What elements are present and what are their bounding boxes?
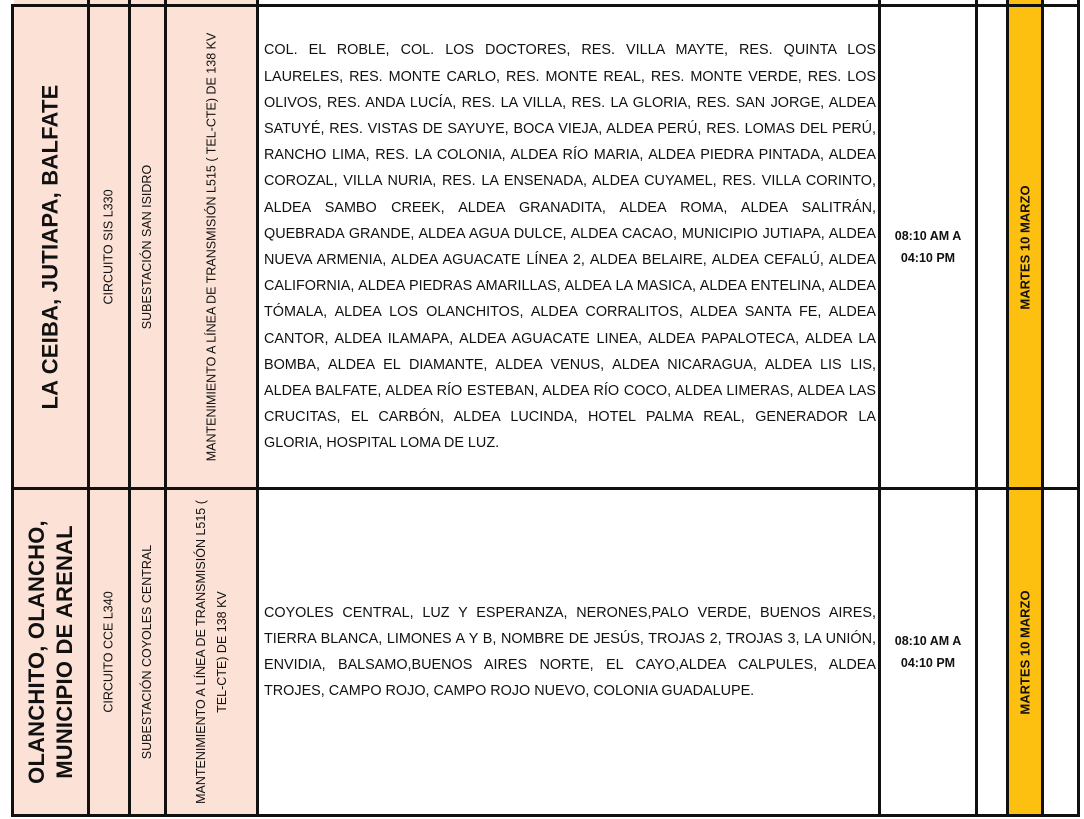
municipality-line-1: OLANCHITO, OLANCHO, (23, 520, 49, 784)
time-cell (881, 7, 978, 487)
date-label: MARTES 10 MARZO (1017, 184, 1033, 310)
work-cell (167, 490, 259, 814)
affected-areas-text: COL. EL ROBLE, COL. LOS DOCTORES, RES. VILLA MAYTE, RES. QUINTA LOS LAURELES, RES. MONTE CARLO, RES. MONTE REAL, RES. MONTE VERDE, RES. LOS OLIVOS, RES. ANDA LUCÍA, RES. LA VILLA, RES. LA GLORIA, RES. SAN JORGE, ALDEA SATUYÉ, RES. VISTAS DE SAYUYE, BOCA VIEJA, ALDEA PERÚ, RES. LOMAS DEL PERÚ, RANCHO LIMA, RES. LA COLONIA, ALDEA RÍO MARIA, ALDEA PIEDRA PINTADA, ALDEA COROZAL, VILLA NURIA, RES. LA ENSENADA, ALDEA CUYAMEL, RES. VILLA CORINTO, ALDEA SAMBO CREEK, ALDEA GRANADITA, ALDEA ROMA, ALDEA SALITRÁN, QUEBRADA GRANDE, ALDEA AGUA DULCE, ALDEA CACAO, MUNICIPIO JUTIAPA, ALDEA NUEVA ARMENIA, ALDEA AGUACATE LÍNEA 2, ALDEA BELAIRE, ALDEA CEFALÚ, ALDEA CALIFORNIA, ALDEA PIEDRAS AMARILLAS, ALDEA LA MASICA, ALDEA ENTELINA, ALDEA TÓMALA, ALDEA LOS OLANCHITOS, ALDEA CORRALITOS, ALDEA SANTA FE, ALDEA CANTOR, ALDEA ILAMAPA, ALDEA AGUACATE LINEA, ALDEA PAPALOTECA, ALDEA LA BOMBA, ALDEA EL DIAMANTE, ALDEA VENUS, ALDEA NICARAGUA, ALDEA LIS LIS, ALDEA BALFATE, ALDEA RÍO ESTEBAN, ALDEA RÍO COCO, ALDEA LIMERAS, ALDEA LAS CRUCITAS, EL CARBÓN, ALDEA LUCINDA, HOTEL PALMA REAL, GENERADOR LA GLORIA, HOSPITAL LOMA DE LUZ. (264, 42, 876, 452)
municipality-line-2: MUNICIPIO DE ARENAL (51, 525, 77, 779)
circuit-cell (90, 7, 131, 487)
work-description (191, 500, 233, 804)
municipality-cell (14, 490, 90, 814)
empty-cell (978, 490, 1009, 814)
extra-cell (1044, 7, 1080, 487)
affected-areas-text: COYOLES CENTRAL, LUZ Y ESPERANZA, NERONES,PALO VERDE, BUENOS AIRES, TIERRA BLANCA, LIMONES A Y B, NOMBRE DE JESÚS, TROJAS 2, TROJAS 3, LA UNIÓN, ENVIDIA, BALSAMO,BUENOS AIRES NORTE, EL CAYO,ALDEA CALPULES, ALDEA TROJES, CAMPO ROJO, CAMPO ROJO NUEVO, COLONIA GUADALUPE. (264, 604, 876, 700)
substation-cell (131, 490, 167, 814)
date-label: MARTES 10 MARZO (1017, 589, 1033, 715)
time-end: 04:10 PM (900, 656, 956, 670)
circuit-label: CIRCUITO SIS L330 (102, 189, 116, 305)
municipality-cell (14, 7, 90, 487)
work-line-2: TEL-CTE) DE 138 KV (214, 591, 229, 713)
municipality-label (23, 520, 79, 784)
date-cell (1009, 490, 1044, 814)
work-line-1: MANTENIMIENTO A LÍNEA DE TRANSMISIÓN L515 ( (193, 500, 208, 804)
municipality-label: LA CEIBA, JUTIAPA, BALFATE (37, 84, 63, 410)
work-description: MANTENIMIENTO A LÍNEA DE TRANSMISIÓN L515 ( TEL-CTE) DE 138 KV (204, 32, 219, 462)
time-start: 08:10 AM A (894, 229, 962, 243)
substation-label: SUBESTACIÓN SAN ISIDRO (140, 164, 155, 330)
time-cell (881, 490, 978, 814)
table-row (11, 490, 1080, 814)
time-start: 08:10 AM A (894, 634, 962, 648)
affected-areas-cell (259, 490, 881, 814)
work-cell (167, 7, 259, 487)
substation-cell (131, 7, 167, 487)
empty-cell (978, 7, 1009, 487)
bottom-border (11, 814, 1080, 817)
affected-areas-cell (259, 7, 881, 487)
date-cell (1009, 7, 1044, 487)
table-row (11, 7, 1080, 487)
outage-schedule-table (11, 4, 1080, 817)
time-end: 04:10 PM (900, 251, 956, 265)
circuit-cell (90, 490, 131, 814)
substation-label: SUBESTACIÓN COYOLES CENTRAL (140, 544, 155, 760)
extra-cell (1044, 490, 1080, 814)
circuit-label: CIRCUITO CCE L340 (102, 591, 116, 713)
